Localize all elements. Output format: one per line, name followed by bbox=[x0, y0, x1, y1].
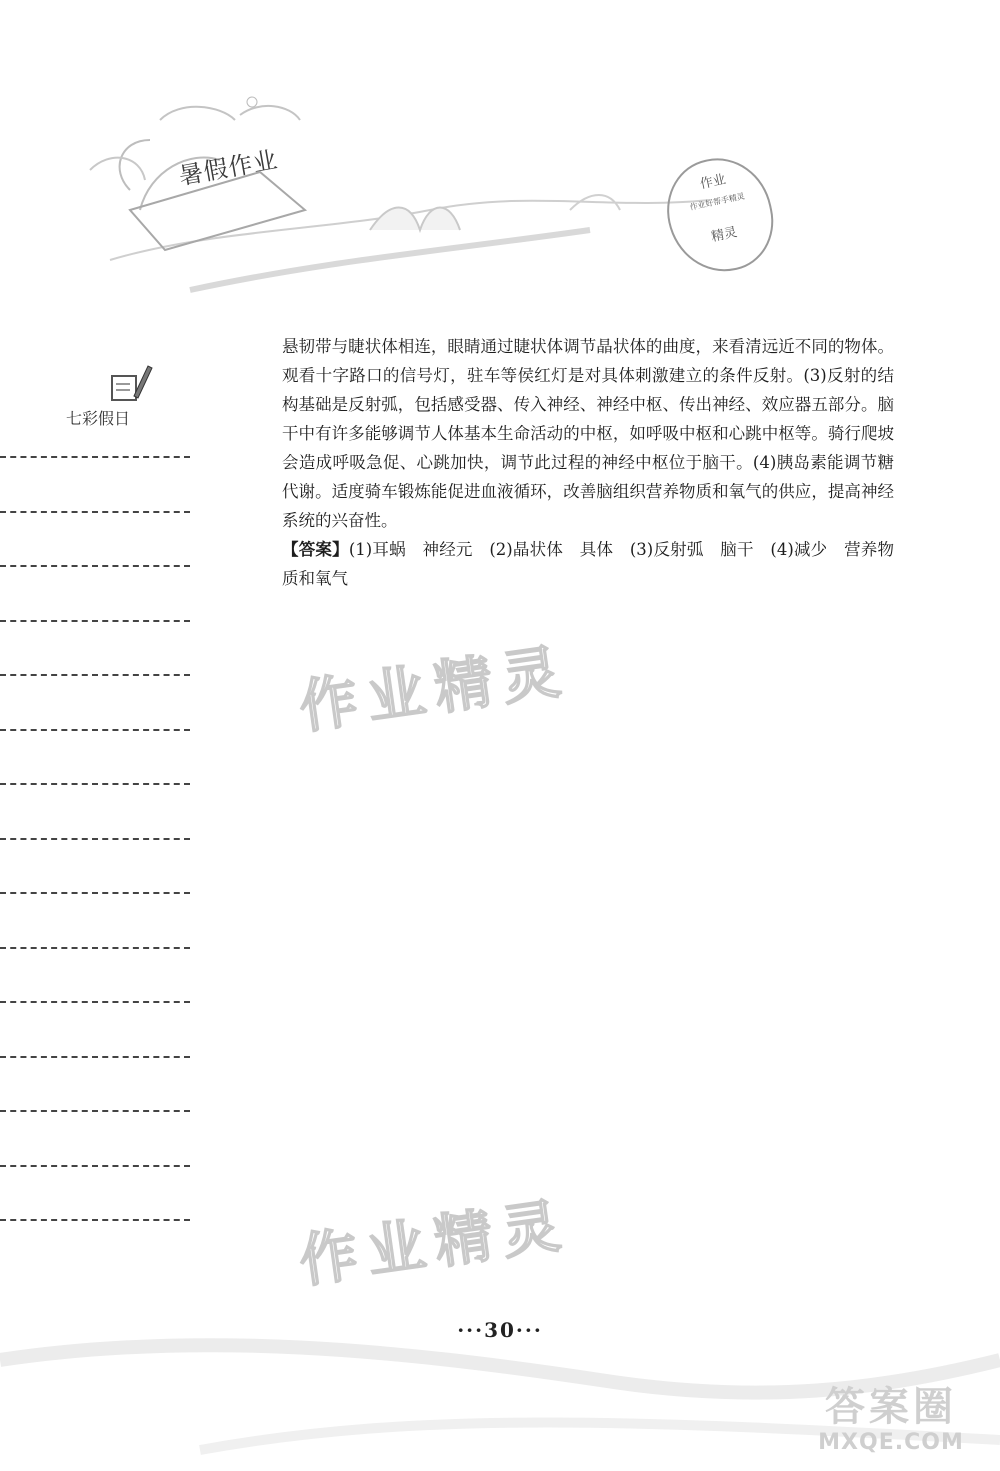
answer-explanation bbox=[282, 332, 894, 593]
note-line bbox=[0, 456, 190, 458]
note-line bbox=[0, 511, 190, 513]
page-number: ···30··· bbox=[457, 1318, 543, 1342]
note-line bbox=[0, 674, 190, 676]
answer-tag: 【答案】 bbox=[282, 540, 349, 559]
seal-bottom-text: 精灵 bbox=[709, 225, 739, 246]
note-line bbox=[0, 838, 190, 840]
explanation-paragraph: 悬韧带与睫状体相连，眼睛通过睫状体调节晶状体的曲度，来看清远近不同的物体。观看十字路口的信号灯，驻车等侯红灯是对具体刺激建立的条件反射。(3)反射的结构基础是反射弧，包括感受器、传入神经、神经中枢、传出神经、效应器五部分。脑干中有许多能够调节人体基本生命活动的中枢，如呼吸中枢和心跳中枢等。骑行爬坡会造成呼吸急促、心跳加快，调节此过程的神经中枢位于脑干。(4)胰岛素能调节糖代谢。适度骑车锻炼能促进血液循环，改善脑组织营养物质和氧气的供应，提高神经系统的兴奋性。 bbox=[282, 337, 894, 530]
note-lines bbox=[0, 456, 190, 1274]
page-number-value: 30 bbox=[484, 1318, 516, 1342]
note-line bbox=[0, 1219, 190, 1221]
note-line bbox=[0, 783, 190, 785]
sidebar-label: 七彩假日 bbox=[66, 409, 131, 428]
answer-line bbox=[282, 535, 894, 593]
site-mark-title: 答案圈 bbox=[825, 1384, 957, 1430]
note-line bbox=[0, 947, 190, 949]
watermark-text: 作业精灵 bbox=[295, 636, 575, 742]
note-line bbox=[0, 1110, 190, 1112]
note-line bbox=[0, 620, 190, 622]
answer-text: (1)耳蜗 神经元 (2)晶状体 具体 (3)反射弧 脑干 (4)减少 营养物质和氧气 bbox=[282, 540, 894, 588]
site-mark-url: MXQE.COM bbox=[818, 1430, 964, 1455]
notepad-pencil-icon bbox=[108, 362, 154, 406]
seal-middle-text: 作业好帮手精灵 bbox=[688, 191, 746, 213]
banner-title: 暑假作业 bbox=[176, 145, 281, 191]
note-line bbox=[0, 729, 190, 731]
note-line bbox=[0, 1001, 190, 1003]
site-watermark-logo bbox=[796, 1384, 986, 1466]
note-line bbox=[0, 565, 190, 567]
seal-top-text: 作业 bbox=[698, 172, 728, 193]
note-line bbox=[0, 892, 190, 894]
watermark-text: 作业精灵 bbox=[295, 1190, 575, 1296]
note-line bbox=[0, 1056, 190, 1058]
note-line bbox=[0, 1165, 190, 1167]
